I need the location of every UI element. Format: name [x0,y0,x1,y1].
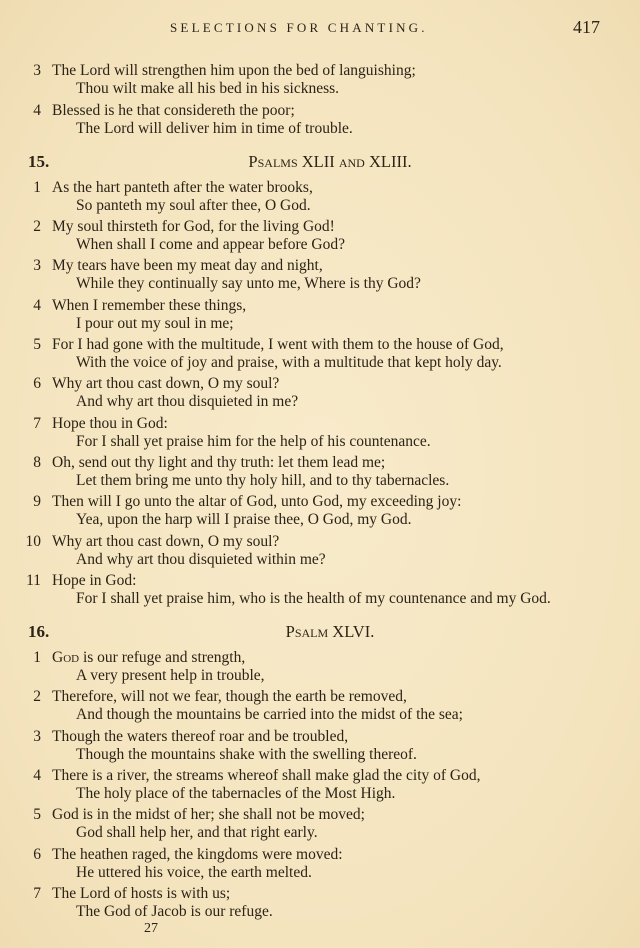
verse-text: Then will I go unto the altar of God, unto God, my exceeding joy: [52,493,462,511]
verse-line-2: Let them bring me unto thy holy hill, and to thy tabernacles. [76,471,450,489]
verse [0,806,640,842]
verse-line-2: I pour out my soul in me; [76,314,234,332]
verse-text: The Lord of hosts is with us; [52,884,231,902]
verse-text: The heathen raged, the kingdoms were moved: [52,845,343,863]
verse-number: 4 [33,296,41,314]
verse-text: Hope in God: [52,571,137,589]
verse-text: There is a river, the streams whereof shall make glad the city of God, [52,767,481,785]
section-heading [0,620,640,646]
verse-number: 10 [25,532,41,550]
verse-number: 11 [26,571,41,589]
verse [0,688,640,724]
verse-line-1 [52,179,640,197]
verse-number: 1 [33,178,41,196]
verse-line-2: The holy place of the tabernacles of the Most High. [76,785,396,803]
verse-line-2: The Lord will deliver him in time of trouble. [76,119,353,137]
verse [0,415,640,451]
verse-line-2: Thou wilt make all his bed in his sickness. [76,80,340,98]
verse-line-2: Though the mountains shake with the swelling thereof. [76,745,417,763]
verse-line-1 [52,649,640,667]
verse-line-1 [52,257,640,275]
verse-lead-word: God [52,649,80,667]
verse [0,846,640,882]
verse-text: Hope thou in God: [52,414,168,432]
verse-line-1 [52,218,640,236]
verse-text: The Lord will strengthen him upon the bed of languishing; [52,62,416,80]
verse-number: 4 [33,101,41,119]
verse-number: 3 [33,257,41,275]
verse-line-1 [52,62,640,80]
verse-line-2: And why art thou disquieted within me? [76,550,326,568]
verse-text: is our refuge and strength, [79,649,246,667]
section-number: 16. [28,621,50,641]
verse-text: Though the waters thereof roar and be troubled, [52,727,349,745]
verse [0,218,640,254]
verse-line-1 [52,806,640,824]
verse-line-2: He uttered his voice, the earth melted. [76,863,312,881]
verse-line-2: For I shall yet praise him for the help of his countenance. [76,432,431,450]
section-title: Psalm XLVI. [285,621,375,641]
verse-line-2: The God of Jacob is our refuge. [76,902,273,920]
verse-number: 5 [33,806,41,824]
psalm-section [0,150,640,608]
verse-line-1 [52,688,640,706]
verse-number: 6 [33,845,41,863]
verse-line-1 [52,415,640,433]
verse-number: 9 [33,493,41,511]
verse-number: 7 [33,414,41,432]
psalm-section [0,62,640,137]
verse-line-2: For I shall yet praise him, who is the health of my countenance and my God. [76,589,551,607]
verse [0,767,640,803]
verse-number: 1 [33,649,41,667]
verse-text: For I had gone with the multitude, I went with them to the house of God, [52,336,504,354]
verse-line-2: And though the mountains be carried into the midst of the sea; [76,706,463,724]
verse-line-2: A very present help in trouble, [76,667,265,685]
verse-number: 2 [33,688,41,706]
verse-number: 3 [33,727,41,745]
verse-line-1 [52,846,640,864]
verse-text: Why art thou cast down, O my soul? [52,532,280,550]
verse-line-2: God shall help her, and that right early. [76,824,318,842]
verse-number: 2 [33,218,41,236]
page-number: 417 [573,17,600,37]
verse-line-1 [52,533,640,551]
section-title: Psalms XLII and XLIII. [248,151,412,171]
verse [0,257,640,293]
verse [0,375,640,411]
verse-line-2: And why art thou disquieted in me? [76,393,299,411]
verse-line-2: With the voice of joy and praise, with a multitude that kept holy day. [76,354,502,372]
verse-line-1 [52,336,640,354]
verse-number: 4 [33,767,41,785]
verse-text: Therefore, will not we fear, though the earth be removed, [52,688,407,706]
verse-text: Blessed is he that considereth the poor; [52,101,295,119]
section-number: 15. [28,151,50,171]
verse [0,885,640,921]
verse-line-1 [52,454,640,472]
verse-line-2: When shall I come and appear before God? [76,236,345,254]
verse-number: 3 [33,62,41,80]
verse-line-1 [52,375,640,393]
verse-line-1 [52,767,640,785]
signature-mark: 27 [144,920,158,936]
verse-line-2: Yea, upon the harp will I praise thee, O God, my God. [76,511,412,529]
verse-text: Why art thou cast down, O my soul? [52,375,280,393]
verse-number: 6 [33,375,41,393]
verse [0,102,640,138]
verse-number: 7 [33,884,41,902]
verse [0,572,640,608]
verse-text: As the hart panteth after the water brooks, [52,178,313,196]
verse [0,533,640,569]
verse [0,649,640,685]
verse [0,454,640,490]
running-title: SELECTIONS FOR CHANTING. [170,20,428,35]
verse-line-2: So panteth my soul after thee, O God. [76,196,311,214]
verse-number: 8 [33,453,41,471]
psalm-section [0,620,640,921]
section-heading [0,150,640,176]
verse [0,336,640,372]
verse-text: God is in the midst of her; she shall not be moved; [52,806,365,824]
verse [0,493,640,529]
verse-line-2: While they continually say unto me, Where is thy God? [76,275,421,293]
page-content [0,59,640,937]
verse [0,297,640,333]
verse-text: My tears have been my meat day and night, [52,257,323,275]
verse-line-1 [52,493,640,511]
verse-line-1 [52,572,640,590]
verse-number: 5 [33,336,41,354]
verse [0,179,640,215]
verse-text: Oh, send out thy light and thy truth: let them lead me; [52,453,386,471]
verse-line-1 [52,297,640,315]
verse-text: When I remember these things, [52,296,247,314]
verse-line-1 [52,728,640,746]
verse [0,62,640,98]
verse-line-1 [52,885,640,903]
verse-text: My soul thirsteth for God, for the living God! [52,218,335,236]
verse-line-1 [52,102,640,120]
verse [0,728,640,764]
